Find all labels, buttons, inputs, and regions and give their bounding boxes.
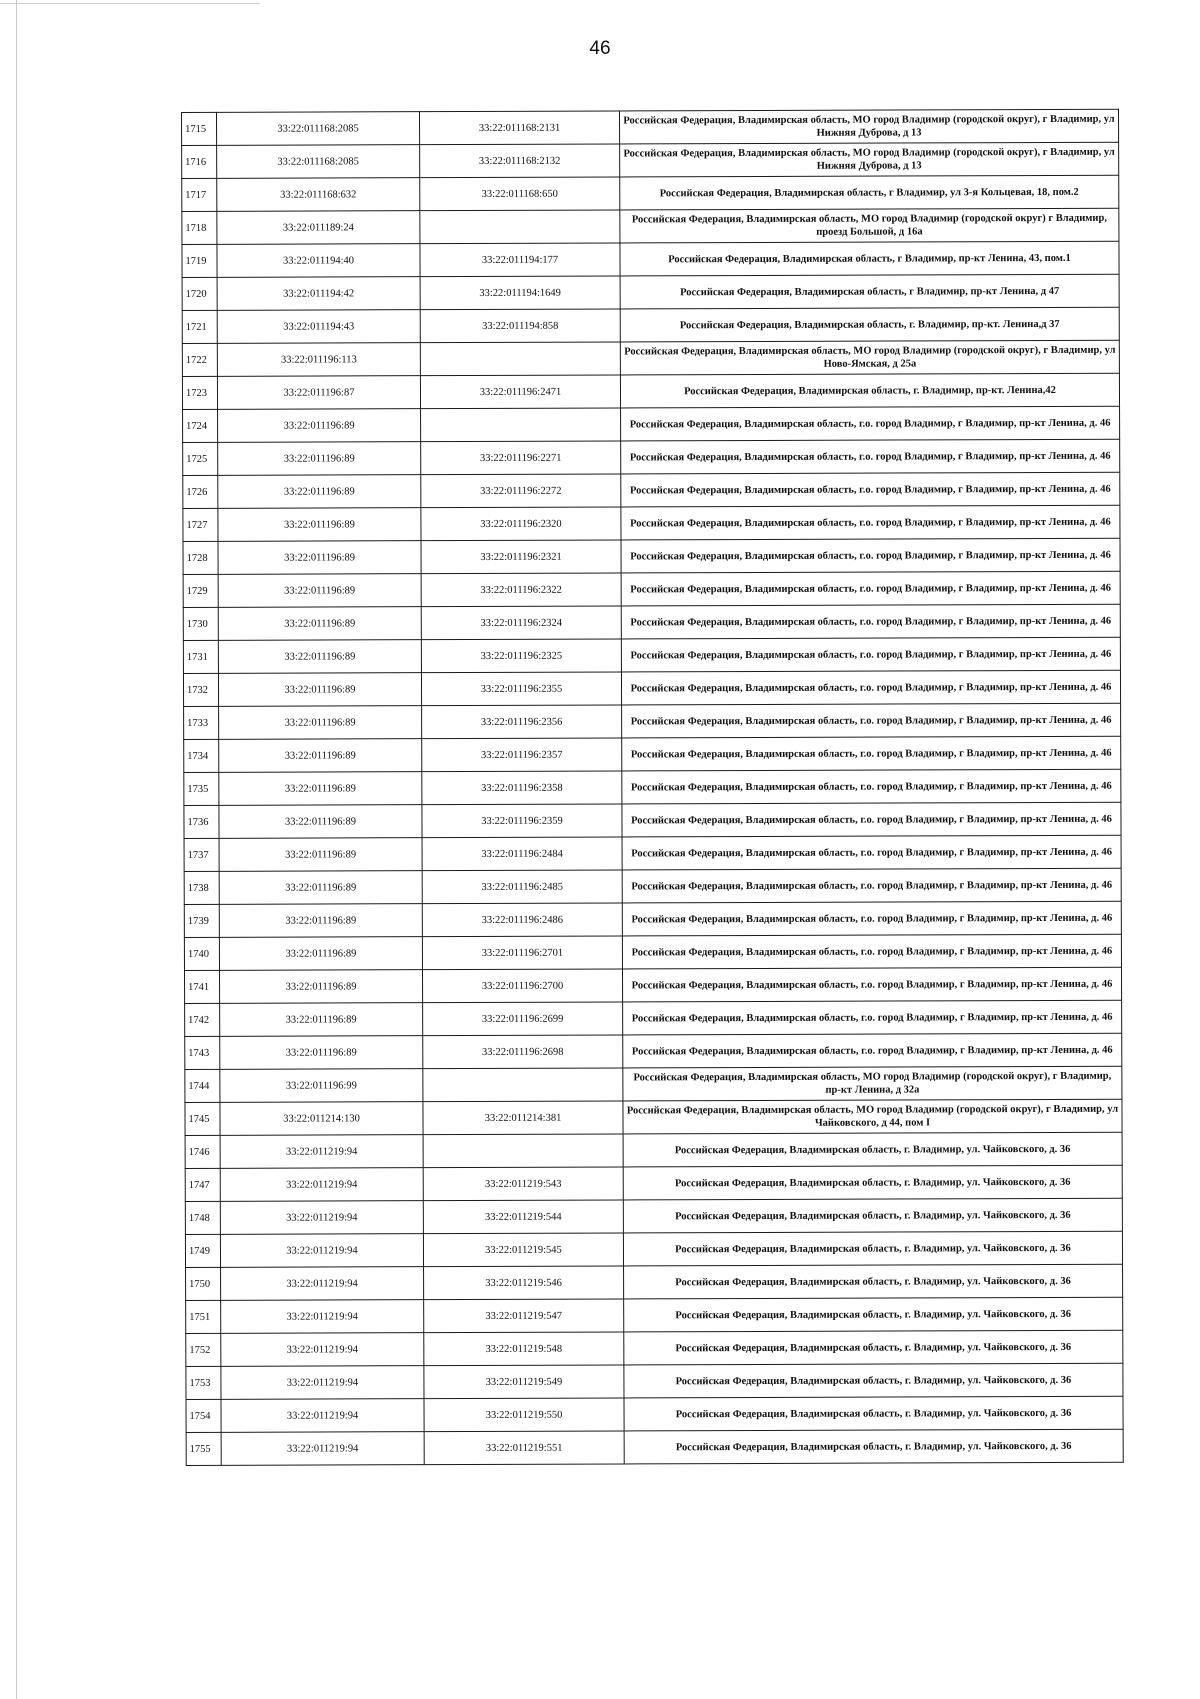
parent-cadastral-number: 33:22:011196:89 — [219, 772, 422, 806]
object-cadastral-number: 33:22:011196:2272 — [421, 474, 621, 508]
table-row — [185, 1033, 1122, 1069]
row-number: 1741 — [184, 970, 219, 1003]
table-row — [183, 637, 1120, 673]
object-address: Российская Федерация, Владимирская область, МО город Владимир (городской округ), г Владимир, ул Ново-Ямская, д 25а — [620, 340, 1119, 375]
registry-table — [181, 109, 1124, 1466]
object-cadastral-number: 33:22:011219:545 — [423, 1233, 623, 1267]
object-cadastral-number: 33:22:011196:2355 — [421, 672, 621, 706]
table-row — [184, 835, 1121, 871]
parent-cadastral-number: 33:22:011196:89 — [218, 607, 421, 641]
object-address: Российская Федерация, Владимирская область, г. Владимир, ул. Чайковского, д. 36 — [624, 1297, 1123, 1332]
object-cadastral-number: 33:22:011196:2356 — [422, 705, 622, 739]
object-cadastral-number: 33:22:011219:544 — [423, 1200, 623, 1234]
row-number: 1735 — [184, 772, 219, 805]
object-cadastral-number: 33:22:011168:2131 — [420, 111, 620, 145]
table-row — [184, 802, 1121, 838]
object-address: Российская Федерация, Владимирская область, г.о. город Владимир, г Владимир, пр-кт Ленина, д. 46 — [623, 1000, 1122, 1035]
object-address: Российская Федерация, Владимирская область, г.о. город Владимир, г Владимир, пр-кт Ленина, д. 46 — [622, 901, 1121, 936]
table-row — [182, 109, 1119, 145]
table-row — [182, 373, 1119, 409]
object-address: Российская Федерация, Владимирская область, г.о. город Владимир, г Владимир, пр-кт Ленина, д. 46 — [622, 934, 1121, 969]
parent-cadastral-number: 33:22:011196:89 — [218, 508, 421, 542]
parent-cadastral-number: 33:22:011219:94 — [221, 1366, 424, 1400]
parent-cadastral-number: 33:22:011219:94 — [221, 1333, 424, 1367]
table-row — [185, 1198, 1122, 1234]
table-row — [184, 934, 1121, 970]
object-address: Российская Федерация, Владимирская область, г. Владимир, ул. Чайковского, д. 36 — [624, 1396, 1123, 1431]
table-row — [182, 175, 1119, 211]
object-address: Российская Федерация, Владимирская область, г. Владимир, ул. Чайковского, д. 36 — [623, 1231, 1122, 1266]
row-number: 1730 — [183, 607, 218, 640]
parent-cadastral-number: 33:22:011196:89 — [219, 871, 422, 905]
object-address: Российская Федерация, Владимирская область, г.о. город Владимир, г Владимир, пр-кт Ленина, д. 46 — [621, 538, 1120, 573]
object-address: Российская Федерация, Владимирская область, г.о. город Владимир, г Владимир, пр-кт Ленина, д. 46 — [622, 802, 1121, 837]
object-cadastral-number: 33:22:011196:2322 — [421, 573, 621, 607]
object-address: Российская Федерация, Владимирская область, г Владимир, ул 3-я Кольцевая, 18, пом.2 — [620, 175, 1119, 210]
table-row — [185, 1066, 1122, 1102]
scan-edge-left — [16, 0, 17, 1699]
row-number: 1755 — [186, 1432, 221, 1465]
table-row — [182, 142, 1119, 178]
row-number: 1728 — [183, 541, 218, 574]
object-address: Российская Федерация, Владимирская область, г.о. город Владимир, г Владимир, пр-кт Ленина, д. 46 — [621, 571, 1120, 606]
parent-cadastral-number: 33:22:011196:89 — [219, 805, 422, 839]
parent-cadastral-number: 33:22:011196:89 — [219, 904, 422, 938]
parent-cadastral-number: 33:22:011168:632 — [217, 178, 420, 212]
object-address: Российская Федерация, Владимирская область, г.о. город Владимир, г Владимир, пр-кт Ленина, д. 46 — [622, 835, 1121, 870]
object-cadastral-number — [420, 342, 620, 376]
row-number: 1731 — [183, 640, 218, 673]
object-cadastral-number: 33:22:011168:650 — [420, 177, 620, 211]
row-number: 1747 — [185, 1168, 220, 1201]
parent-cadastral-number: 33:22:011196:89 — [219, 970, 422, 1004]
parent-cadastral-number: 33:22:011196:89 — [218, 442, 421, 476]
table-row — [183, 670, 1120, 706]
table-row — [185, 1165, 1122, 1201]
row-number: 1751 — [186, 1300, 221, 1333]
row-number: 1721 — [182, 310, 217, 343]
parent-cadastral-number: 33:22:011168:2085 — [217, 112, 420, 146]
table-row — [182, 241, 1119, 277]
row-number: 1729 — [183, 574, 218, 607]
row-number: 1725 — [183, 442, 218, 475]
row-number: 1738 — [184, 871, 219, 904]
parent-cadastral-number: 33:22:011196:89 — [219, 838, 422, 872]
object-cadastral-number: 33:22:011219:546 — [424, 1266, 624, 1300]
parent-cadastral-number: 33:22:011194:42 — [217, 277, 420, 311]
table-row — [182, 340, 1119, 376]
object-cadastral-number: 33:22:011196:2700 — [422, 969, 622, 1003]
row-number: 1742 — [185, 1003, 220, 1036]
object-cadastral-number: 33:22:011196:2485 — [422, 870, 622, 904]
table-row — [183, 439, 1120, 475]
parent-cadastral-number: 33:22:011196:89 — [218, 574, 421, 608]
parent-cadastral-number: 33:22:011219:94 — [221, 1300, 424, 1334]
parent-cadastral-number: 33:22:011219:94 — [221, 1267, 424, 1301]
object-address: Российская Федерация, Владимирская область, МО город Владимир (городской округ), г Владимир, ул Нижняя Дуброва, д 13 — [620, 142, 1119, 177]
object-cadastral-number: 33:22:011219:551 — [424, 1431, 624, 1465]
parent-cadastral-number: 33:22:011219:94 — [220, 1135, 423, 1169]
row-number: 1724 — [183, 409, 218, 442]
object-cadastral-number: 33:22:011196:2325 — [421, 639, 621, 673]
table-row — [183, 472, 1120, 508]
row-number: 1720 — [182, 277, 217, 310]
parent-cadastral-number: 33:22:011219:94 — [220, 1201, 423, 1235]
row-number: 1719 — [182, 244, 217, 277]
parent-cadastral-number: 33:22:011196:89 — [218, 541, 421, 575]
table-row — [186, 1429, 1123, 1465]
row-number: 1734 — [184, 739, 219, 772]
page-number: 46 — [589, 38, 611, 59]
object-address: Российская Федерация, Владимирская область, г. Владимир, ул. Чайковского, д. 36 — [623, 1165, 1122, 1200]
object-cadastral-number: 33:22:011194:1649 — [420, 276, 620, 310]
object-cadastral-number — [421, 408, 621, 442]
object-address: Российская Федерация, Владимирская область, МО город Владимир (городской округ), г Владимир, ул Нижняя Дуброва, д 13 — [619, 109, 1118, 144]
object-cadastral-number: 33:22:011196:2698 — [423, 1035, 623, 1069]
row-number: 1736 — [184, 805, 219, 838]
row-number: 1727 — [183, 508, 218, 541]
table-row — [186, 1297, 1123, 1333]
table-row — [184, 736, 1121, 772]
object-cadastral-number — [423, 1134, 623, 1168]
table-row — [184, 868, 1121, 904]
object-cadastral-number — [423, 1068, 623, 1102]
parent-cadastral-number: 33:22:011196:89 — [220, 1003, 423, 1037]
object-address: Российская Федерация, Владимирская область, МО город Владимир (городской округ), г Владимир, пр-кт Ленина, д 32а — [623, 1066, 1122, 1101]
row-number: 1749 — [185, 1234, 220, 1267]
object-address: Российская Федерация, Владимирская область, г Владимир, пр-кт Ленина, д 47 — [620, 274, 1119, 309]
parent-cadastral-number: 33:22:011196:89 — [220, 1036, 423, 1070]
table-row — [184, 901, 1121, 937]
table-row — [182, 274, 1119, 310]
object-address: Российская Федерация, Владимирская область, г. Владимир, ул. Чайковского, д. 36 — [624, 1330, 1123, 1365]
parent-cadastral-number: 33:22:011196:89 — [219, 937, 422, 971]
table-row — [182, 208, 1119, 244]
row-number: 1718 — [182, 211, 217, 244]
object-cadastral-number — [420, 210, 620, 244]
row-number: 1744 — [185, 1069, 220, 1102]
row-number: 1717 — [182, 178, 217, 211]
parent-cadastral-number: 33:22:011219:94 — [221, 1399, 424, 1433]
object-address: Российская Федерация, Владимирская область, г.о. город Владимир, г Владимир, пр-кт Ленина, д. 46 — [621, 604, 1120, 639]
object-cadastral-number: 33:22:011196:2271 — [421, 441, 621, 475]
row-number: 1732 — [183, 673, 218, 706]
object-cadastral-number: 33:22:011196:2320 — [421, 507, 621, 541]
object-address: Российская Федерация, Владимирская область, г. Владимир, ул. Чайковского, д. 36 — [624, 1363, 1123, 1398]
parent-cadastral-number: 33:22:011194:40 — [217, 244, 420, 278]
object-cadastral-number: 33:22:011196:2358 — [422, 771, 622, 805]
table-row — [184, 703, 1121, 739]
row-number: 1746 — [185, 1135, 220, 1168]
table-row — [186, 1396, 1123, 1432]
object-address: Российская Федерация, Владимирская область, г. Владимир, ул. Чайковского, д. 36 — [624, 1429, 1123, 1464]
parent-cadastral-number: 33:22:011168:2085 — [217, 145, 420, 179]
table-row — [183, 571, 1120, 607]
object-address: Российская Федерация, Владимирская область, г. Владимир, пр-кт. Ленина,42 — [620, 373, 1119, 408]
parent-cadastral-number: 33:22:011196:89 — [219, 706, 422, 740]
object-address: Российская Федерация, Владимирская область, г. Владимир, ул. Чайковского, д. 36 — [623, 1132, 1122, 1167]
row-number: 1733 — [184, 706, 219, 739]
object-cadastral-number: 33:22:011196:2699 — [423, 1002, 623, 1036]
object-cadastral-number: 33:22:011214:381 — [423, 1101, 623, 1135]
row-number: 1753 — [186, 1366, 221, 1399]
table-row — [186, 1363, 1123, 1399]
object-cadastral-number: 33:22:011196:2321 — [421, 540, 621, 574]
scan-edge-top — [0, 3, 260, 4]
parent-cadastral-number: 33:22:011196:89 — [218, 475, 421, 509]
table-row — [186, 1264, 1123, 1300]
object-address: Российская Федерация, Владимирская область, МО город Владимир (городской округ) г Владимир, проезд Большой, д 16а — [620, 208, 1119, 243]
object-cadastral-number: 33:22:011219:543 — [423, 1167, 623, 1201]
row-number: 1740 — [184, 937, 219, 970]
row-number: 1739 — [184, 904, 219, 937]
table-row — [184, 769, 1121, 805]
object-cadastral-number: 33:22:011196:2484 — [422, 837, 622, 871]
object-address: Российская Федерация, Владимирская область, г. Владимир, ул. Чайковского, д. 36 — [624, 1264, 1123, 1299]
table-row — [183, 538, 1120, 574]
object-cadastral-number: 33:22:011219:549 — [424, 1365, 624, 1399]
object-address: Российская Федерация, Владимирская область, г.о. город Владимир, г Владимир, пр-кт Ленина, д. 46 — [622, 868, 1121, 903]
object-cadastral-number: 33:22:011168:2132 — [420, 144, 620, 178]
table-row — [185, 1099, 1122, 1135]
table-row — [183, 505, 1120, 541]
object-address: Российская Федерация, Владимирская область, г.о. город Владимир, г Владимир, пр-кт Ленина, д. 46 — [622, 967, 1121, 1002]
object-cadastral-number: 33:22:011196:2701 — [422, 936, 622, 970]
table-row — [184, 967, 1121, 1003]
parent-cadastral-number: 33:22:011196:99 — [220, 1069, 423, 1103]
registry-table-body — [182, 109, 1124, 1465]
object-address: Российская Федерация, Владимирская область, г.о. город Владимир, г Владимир, пр-кт Ленина, д. 46 — [623, 1033, 1122, 1068]
object-cadastral-number: 33:22:011196:2471 — [420, 375, 620, 409]
parent-cadastral-number: 33:22:011219:94 — [221, 1432, 424, 1466]
parent-cadastral-number: 33:22:011196:89 — [218, 409, 421, 443]
row-number: 1737 — [184, 838, 219, 871]
object-address: Российская Федерация, Владимирская область, г. Владимир, пр-кт. Ленина,д 37 — [620, 307, 1119, 342]
parent-cadastral-number: 33:22:011196:89 — [218, 640, 421, 674]
parent-cadastral-number: 33:22:011196:113 — [217, 343, 420, 377]
row-number: 1754 — [186, 1399, 221, 1432]
row-number: 1743 — [185, 1036, 220, 1069]
parent-cadastral-number: 33:22:011219:94 — [220, 1234, 423, 1268]
object-cadastral-number: 33:22:011194:858 — [420, 309, 620, 343]
parent-cadastral-number: 33:22:011196:87 — [217, 376, 420, 410]
object-cadastral-number: 33:22:011196:2357 — [422, 738, 622, 772]
table-row — [186, 1330, 1123, 1366]
object-cadastral-number: 33:22:011219:547 — [424, 1299, 624, 1333]
parent-cadastral-number: 33:22:011189:24 — [217, 211, 420, 245]
table-row — [183, 604, 1120, 640]
object-address: Российская Федерация, Владимирская область, г. Владимир, ул. Чайковского, д. 36 — [623, 1198, 1122, 1233]
object-cadastral-number: 33:22:011196:2324 — [421, 606, 621, 640]
parent-cadastral-number: 33:22:011196:89 — [218, 673, 421, 707]
row-number: 1722 — [182, 343, 217, 376]
row-number: 1716 — [182, 145, 217, 178]
object-address: Российская Федерация, Владимирская область, г.о. город Владимир, г Владимир, пр-кт Ленина, д. 46 — [621, 406, 1120, 441]
table-row — [185, 1000, 1122, 1036]
parent-cadastral-number: 33:22:011196:89 — [219, 739, 422, 773]
row-number: 1715 — [182, 112, 217, 145]
object-cadastral-number: 33:22:011219:548 — [424, 1332, 624, 1366]
table-row — [183, 406, 1120, 442]
table-row — [182, 307, 1119, 343]
object-address: Российская Федерация, Владимирская область, г.о. город Владимир, г Владимир, пр-кт Ленина, д. 46 — [621, 505, 1120, 540]
object-cadastral-number: 33:22:011219:550 — [424, 1398, 624, 1432]
row-number: 1726 — [183, 475, 218, 508]
object-cadastral-number: 33:22:011194:177 — [420, 243, 620, 277]
parent-cadastral-number: 33:22:011194:43 — [217, 310, 420, 344]
object-cadastral-number: 33:22:011196:2359 — [422, 804, 622, 838]
object-address: Российская Федерация, Владимирская область, МО город Владимир (городской округ), г Владимир, ул Чайковского, д 44, пом I — [623, 1099, 1122, 1134]
object-address: Российская Федерация, Владимирская область, г Владимир, пр-кт Ленина, 43, пом.1 — [620, 241, 1119, 276]
object-cadastral-number: 33:22:011196:2486 — [422, 903, 622, 937]
object-address: Российская Федерация, Владимирская область, г.о. город Владимир, г Владимир, пр-кт Ленина, д. 46 — [622, 736, 1121, 771]
table-row — [185, 1132, 1122, 1168]
object-address: Российская Федерация, Владимирская область, г.о. город Владимир, г Владимир, пр-кт Ленина, д. 46 — [621, 670, 1120, 705]
row-number: 1752 — [186, 1333, 221, 1366]
row-number: 1750 — [186, 1267, 221, 1300]
row-number: 1748 — [185, 1201, 220, 1234]
object-address: Российская Федерация, Владимирская область, г.о. город Владимир, г Владимир, пр-кт Ленина, д. 46 — [621, 637, 1120, 672]
row-number: 1723 — [182, 376, 217, 409]
parent-cadastral-number: 33:22:011214:130 — [220, 1102, 423, 1136]
parent-cadastral-number: 33:22:011219:94 — [220, 1168, 423, 1202]
table-row — [185, 1231, 1122, 1267]
object-address: Российская Федерация, Владимирская область, г.о. город Владимир, г Владимир, пр-кт Ленина, д. 46 — [622, 703, 1121, 738]
object-address: Российская Федерация, Владимирская область, г.о. город Владимир, г Владимир, пр-кт Ленина, д. 46 — [622, 769, 1121, 804]
row-number: 1745 — [185, 1102, 220, 1135]
object-address: Российская Федерация, Владимирская область, г.о. город Владимир, г Владимир, пр-кт Ленина, д. 46 — [621, 439, 1120, 474]
object-address: Российская Федерация, Владимирская область, г.о. город Владимир, г Владимир, пр-кт Ленина, д. 46 — [621, 472, 1120, 507]
